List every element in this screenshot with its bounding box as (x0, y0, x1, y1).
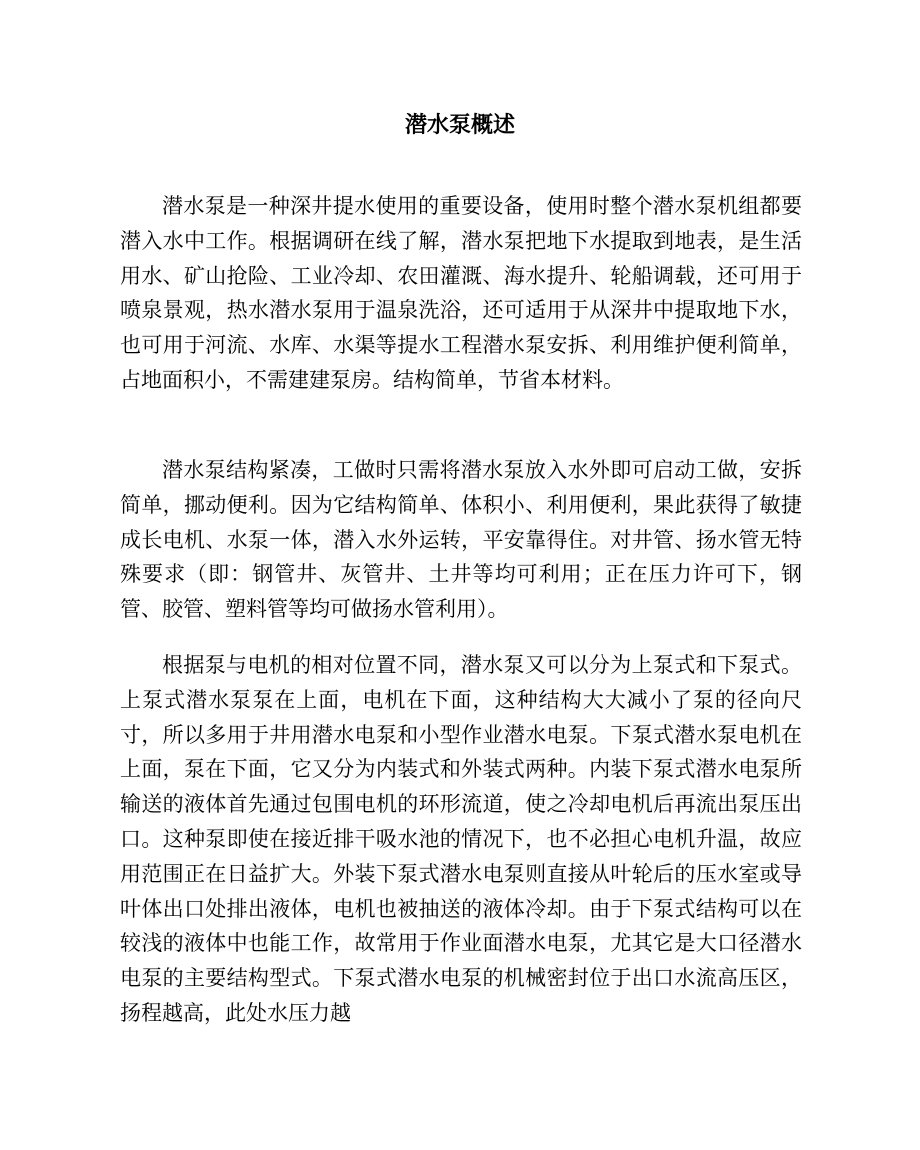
paragraph-pump-types: 根据泵与电机的相对位置不同，潜水泵又可以分为上泵式和下泵式。上泵式潜水泵泵在上面，电机在下面，这种结构大大减小了泵的径向尺寸，所以多用于井用潜水电泵和小型作业潜水电泵。下泵式潜水泵电机在上面，泵在下面，它又分为内装式和外装式两种。内装下泵式潜水电泵所输送的液体首先通过包围电机的环形流道，使之冷却电机后再流出泵压出口。这种泵即使在接近排干吸水池的情况下，也不必担心电机升温，故应用范围正在日益扩大。外装下泵式潜水电泵则直接从叶轮后的压水室或导叶体出口处排出液体，电机也被抽送的液体冷却。由于下泵式结构可以在较浅的液体中也能工作，故常用于作业面潜水电泵，尤其它是大口径潜水电泵的主要结构型式。下泵式潜水电泵的机械密封位于出口水流高压区，扬程越高，此处水压力越 (120, 653, 802, 1025)
paragraph-overview: 潜水泵是一种深井提水使用的重要设备，使用时整个潜水泵机组都要潜入水中工作。根据调研在线了解，潜水泵把地下水提取到地表，是生活用水、矿山抢险、工业冷却、农田灌溉、海水提升、轮船调载，还可用于喷泉景观，热水潜水泵用于温泉洗浴，还可适用于从深井中提取地下水，也可用于河流、水库、水渠等提水工程潜水泵安拆、利用维护便利简单，占地面积小，不需建建泵房。结构简单，节省本材料。 (120, 194, 802, 392)
paragraph-structure: 潜水泵结构紧凑，工做时只需将潜水泵放入水外即可启动工做，安拆简单，挪动便利。因为它结构简单、体积小、利用便利，果此获得了敏捷成长电机、水泵一体，潜入水外运转，平安靠得住。对井管、扬水管无特殊要求（即：钢管井、灰管井、土井等均可利用；正在压力许可下，钢管、胶管、塑料管等均可做扬水管利用）。 (120, 458, 802, 622)
document-title: 潜水泵概述 (404, 112, 515, 138)
